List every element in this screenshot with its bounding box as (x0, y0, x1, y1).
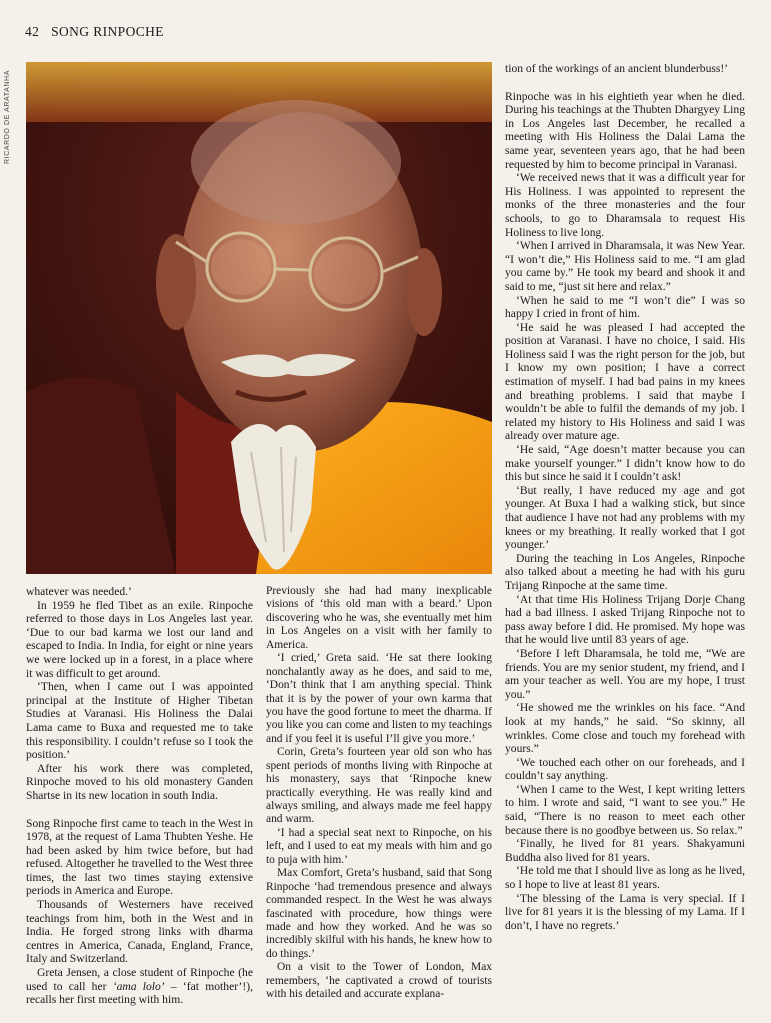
paragraph: ‘I had a special seat next to Rinpoche, on his left, and I used to eat my meals with him and go to puja with him.’ (266, 826, 492, 866)
paragraph: ‘I cried,’ Greta said. ‘He sat there looking nonchalantly away as he does, and said to me, ‘Don’t think that I am anything special. Think that it is by the power of your own karma that you have the good fortune to meet the dharma. If you like you can come and listen to my teachings and if you feel it is useful I’ll give you more.’ (266, 652, 492, 745)
paragraph: ‘We touched each other on our foreheads, and I couldn’t say anything. (505, 755, 745, 783)
paragraph: Previously she had had many inexplicable visions of ‘this old man with a beard.’ Upon discovering who he was, she eventually met him in Los Angeles on a visit with her family to America. (266, 585, 492, 651)
paragraph: After his work there was completed, Rinpoche moved to his old monastery Ganden Shartse in its new location in south India. (26, 761, 253, 802)
paragraph: ‘Before I left Dharamsala, he told me, “We are friends. You are my senior student, my friend, and I am your teacher as well. You are my hope, I trust you.” (505, 646, 745, 701)
paragraph: ‘When he said to me “I won’t die” I was so happy I cried in front of him. (505, 293, 745, 321)
paragraph: whatever was needed.’ (26, 585, 132, 598)
paragraph: In 1959 he fled Tibet as an exile. Rinpoche referred to those days in Los Angeles last year. ‘Due to our bad karma we lost our land and escaped to India. In India, for eight or nine years we were locked up in a forest, in a place where it was difficult to get around. (26, 598, 253, 680)
paragraph: Song Rinpoche first came to teach in the West in 1978, at the request of Lama Thubten Yeshe. He had been asked by him twice before, but had refused. Altogether he travelled to the West three times, the last two times staying extensive periods in America and Europe. (26, 816, 253, 898)
paragraph (26, 966, 253, 1007)
photo-credit: RICARDO DE ARATANHA (4, 70, 11, 164)
paragraph: Rinpoche was in his eightieth year when he died. During his teachings at the Thubten Dhargyey Ling in Los Angeles last December, he recalled a meeting with His Holiness the Dalai Lama the same year, seventeen years ago, that he had been requested by him to become principal in Varanasi. (505, 89, 745, 171)
paragraph: Thousands of Westerners have received teachings from him, both in the West and in India. He forged strong links with dharma centres in America, Canada, England, France, Italy and Switzerland. (26, 898, 253, 966)
text-column-2 (266, 585, 492, 1002)
paragraph: ‘But really, I have reduced my age and got younger. At Buxa I had a walking stick, but since that audience I have not had any problems with my knees or my breathing. It really worked that I got younger.’ (505, 483, 745, 552)
paragraph: ‘We received news that it was a difficult year for His Holiness. I was appointed to represent the monks of the three monasteries and the four schools, to go to Dharamsala to request His Holiness to live long. (505, 171, 745, 239)
paragraph: tion of the workings of an ancient blunderbuss!’ (505, 62, 729, 75)
paragraph: ‘When I arrived in Dharamsala, it was New Year. “I won’t die,” His Holiness said to me. “I am glad you came by.” He took my beard and shook it and said to me, “just sit here and relax.” (505, 239, 745, 293)
text-run: Greta Jensen, a close student of Rinpoche (he used to call her (26, 966, 253, 993)
paragraph: ‘At that time His Holiness Trijang Dorje Chang had a bad illness. I asked Trijang Rinpoche not to pass away before I did. He promised. My hope was that he would live until 83 years of age. (505, 592, 745, 647)
page-number: 42 (25, 24, 40, 39)
paragraph: ‘He told me that I should live as long as he lived, so I hope to live at least 81 years. (505, 864, 745, 892)
paragraph: During the teaching in Los Angeles, Rinpoche also talked about a meeting he had with his guru Trijang Rinpoche at the same time. (505, 551, 745, 592)
text-column-3 (505, 62, 745, 932)
paragraph: ‘He said he was pleased I had accepted the position at Varanasi. I have no choice, I said. His Holiness said I was the right person for the job, but I know my own position; I have a correct estimation of myself. I had bad pains in my knees and breathing problems. I said that maybe I wouldn’t be able to fulfil the demands of my job. I related my history to His Holiness and said I was already over mature age. (505, 320, 745, 443)
paragraph: ‘The blessing of the Lama is very special. If I live for 81 years it is the blessing of my Lama. If I don’t, I have no regrets.’ (505, 891, 745, 932)
text-column-1 (26, 585, 253, 1007)
running-header (25, 24, 164, 40)
running-title: SONG RINPOCHE (51, 24, 164, 39)
paragraph: ‘Then, when I came out I was appointed principal at the Institute of Higher Tibetan Studies at Varanasi. His Holiness the Dalai Lama came to Buxa and requested me to take this responsibility. I couldn’t refuse so I took the position.’ (26, 680, 253, 762)
paragraph: Corin, Greta’s fourteen year old son who has spent periods of months living with Rinpoche at his monastery, says that ‘Rinpoche knew practically everything. He was really kind and always smiling, and always made me feel happy and warm. (266, 746, 492, 826)
text-run: – ‘fat mother’!), recalls her first meeting with him. (26, 979, 253, 1007)
portrait-photo (26, 62, 492, 574)
paragraph: ‘When I came to the West, I kept writing letters to him. I wrote and said, “I want to see you.” He said, “There is no reason to meet each other because there is no goodbye between us. So relax.” (505, 782, 745, 837)
paragraph: ‘He said, “Age doesn’t matter because you can make yourself younger.” I didn’t know how to do this but since he said it I couldn’t ask! (505, 443, 745, 484)
paragraph: ‘He showed me the wrinkles on his face. “And look at my hands,” he said. “So skinny, all wrinkles. Come close and touch my forehead with yours.” (505, 701, 745, 756)
paragraph: Max Comfort, Greta’s husband, said that Song Rinpoche ‘had tremendous presence and always commanded respect. In the West he was always fascinated with procedure, how things were made and how they worked. And he was so incredibly skilful with his hands, he knew how to do things.’ (266, 867, 492, 960)
nickname: ‘ama lolo’ (112, 979, 165, 993)
paragraph: ‘Finally, he lived for 81 years. Shakyamuni Buddha also lived for 81 years. (505, 837, 745, 864)
paragraph: On a visit to the Tower of London, Max remembers, ‘he captivated a crowd of tourists with his detailed and accurate explana- (266, 961, 492, 1001)
